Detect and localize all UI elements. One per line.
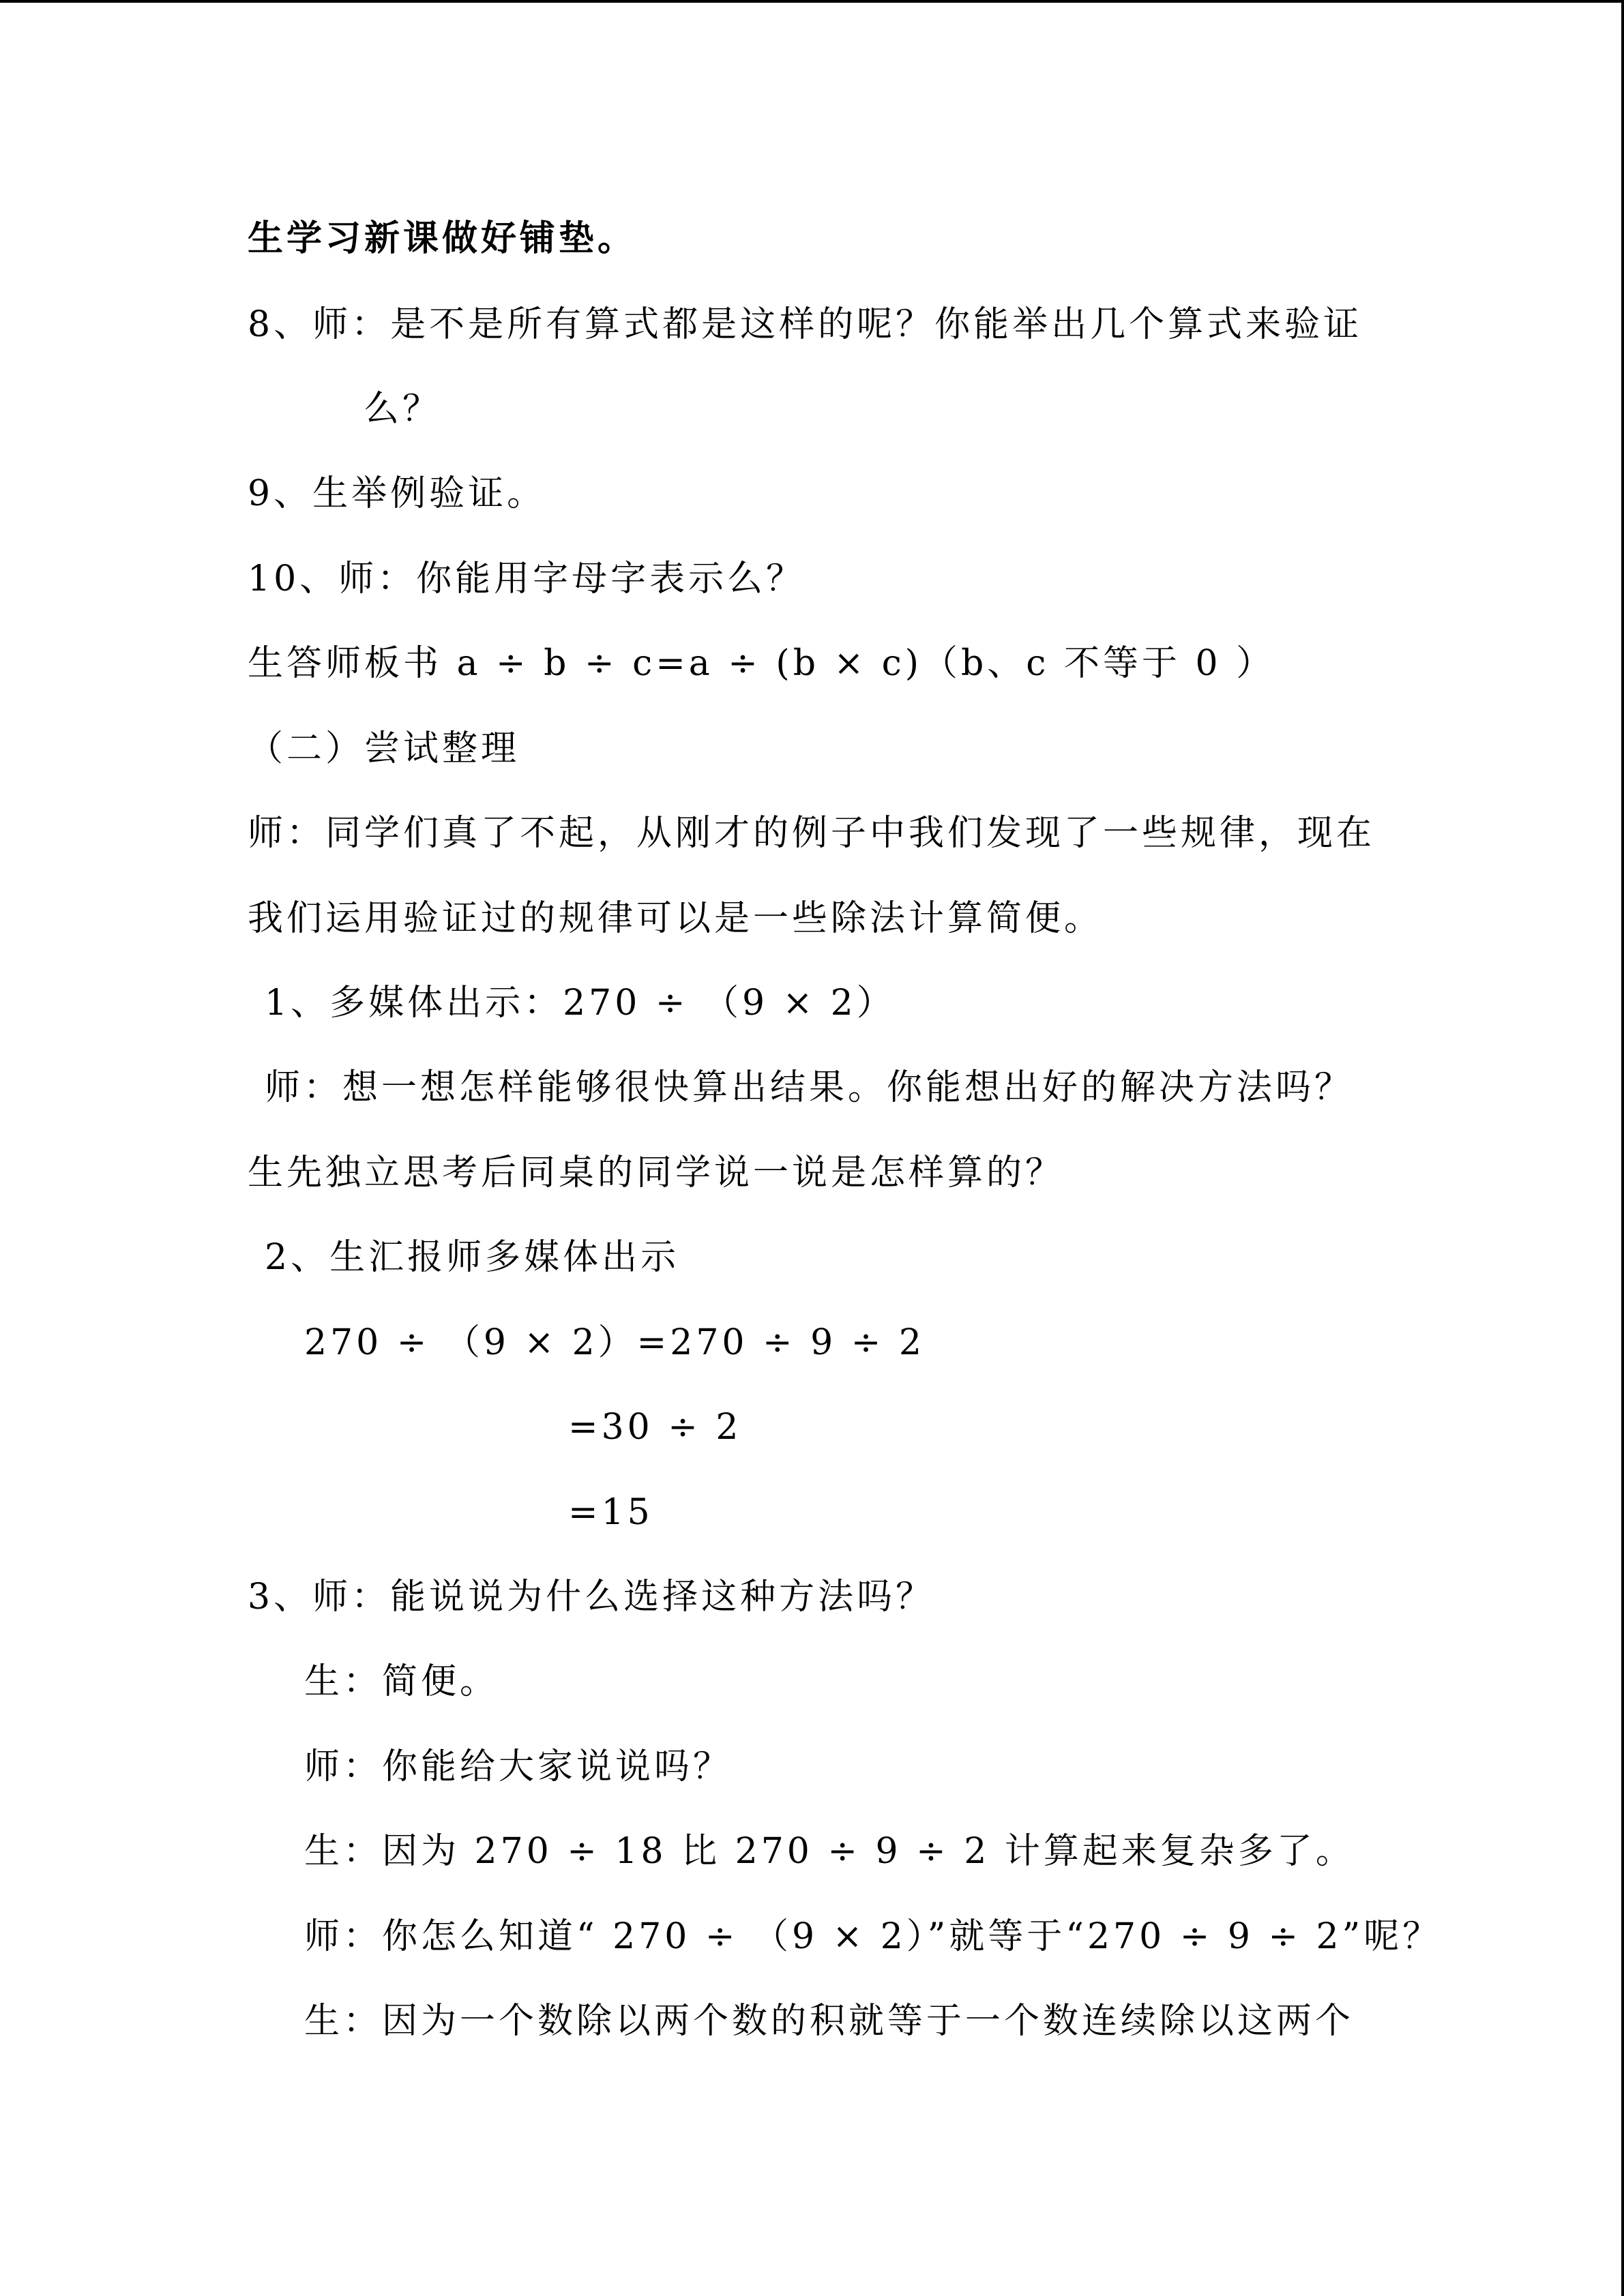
text-line-teacher-cont: 我们运用验证过的规律可以是一些除法计算简便。 — [248, 898, 1104, 939]
text-line-item-10: 10、师：你能用字母字表示么？ — [248, 558, 806, 599]
page-border-top — [0, 0, 1624, 3]
text-line-step-2: 2、生汇报师多媒体出示 — [265, 1237, 680, 1278]
text-line-step-1: 1、多媒体出示：270 ÷ （9 × 2） — [265, 983, 896, 1024]
dialog-line-3: 生：因为 270 ÷ 18 比 270 ÷ 9 ÷ 2 计算起来复杂多了。 — [304, 1831, 1355, 1872]
dialog-line-2: 师：你能给大家说说吗？ — [304, 1746, 733, 1787]
text-line-step-1-student: 生先独立思考后同桌的同学说一说是怎样算的？ — [248, 1152, 1065, 1193]
text-line-teacher: 师：同学们真了不起，从刚才的例子中我们发现了一些规律，现在 — [248, 813, 1376, 854]
dialog-line-4: 师：你怎么知道“ 270 ÷ （9 × 2）”就等于“270 ÷ 9 ÷ 2”呢？ — [304, 1916, 1442, 1957]
text-line-step-3: 3、师：能说说为什么选择这种方法吗？ — [248, 1577, 935, 1617]
text-line-item-8: 8、师：是不是所有算式都是这样的呢？你能举出几个算式来验证 — [248, 304, 1363, 345]
calc-line-3: =15 — [568, 1492, 653, 1533]
text-line-item-9: 9、生举例验证。 — [248, 473, 546, 514]
page-border-right — [1621, 0, 1624, 2296]
calc-line-2: =30 ÷ 2 — [568, 1407, 742, 1448]
text-line-step-1-question: 师：想一想怎样能够很快算出结果。你能想出好的解决方法吗？ — [265, 1067, 1354, 1108]
text-line-intro: 生学习新课做好铺垫。 — [248, 218, 637, 259]
calc-line-1: 270 ÷ （9 × 2）=270 ÷ 9 ÷ 2 — [304, 1322, 925, 1363]
section-heading: （二）尝试整理 — [248, 728, 520, 769]
dialog-line-1: 生：简便。 — [304, 1661, 499, 1702]
text-line-formula: 生答师板书 a ÷ b ÷ c=a ÷ (b × c)（b、c 不等于 0 ） — [248, 643, 1275, 684]
dialog-line-5: 生：因为一个数除以两个数的积就等于一个数连续除以这两个 — [304, 2001, 1355, 2042]
text-line-item-8-cont: 么？ — [364, 389, 442, 430]
